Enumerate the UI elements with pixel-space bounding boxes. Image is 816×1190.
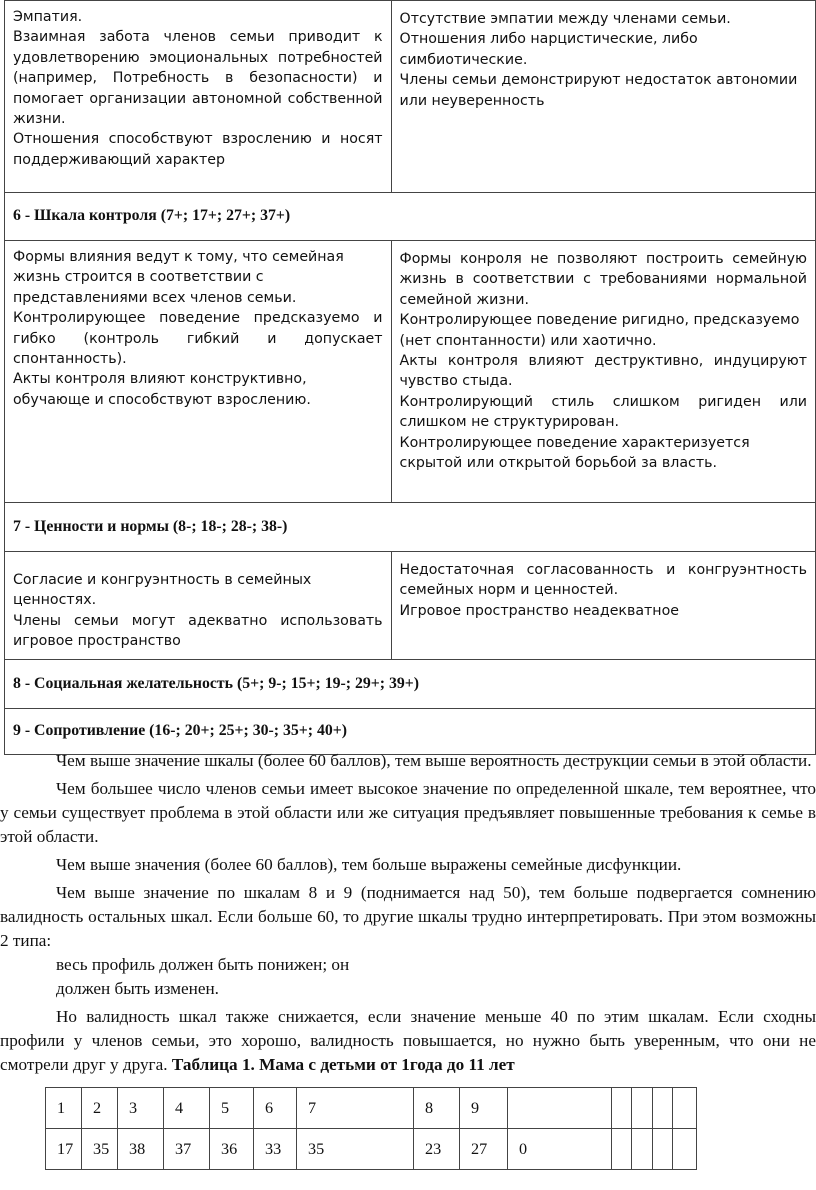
cell-line: Отношения либо нарцистические, либо симбиотические.: [399, 31, 698, 68]
table-cell: 8: [414, 1088, 460, 1129]
table-cell: 7: [297, 1088, 414, 1129]
table-cell: 23: [414, 1129, 460, 1170]
table-cell: 5: [210, 1088, 254, 1129]
scale-heading: 7 - Ценности и нормы (8-; 18-; 28-; 38-): [5, 503, 816, 552]
table-cell: [508, 1088, 612, 1129]
table-cell: 17: [46, 1129, 82, 1170]
scale-heading: 6 - Шкала контроля (7+; 17+; 27+; 37+): [5, 193, 816, 241]
table-cell: 3: [118, 1088, 164, 1129]
table-row: [5, 709, 816, 755]
list-item: должен быть изменен.: [56, 979, 219, 998]
results-table: [45, 1087, 697, 1170]
table-cell: 4: [164, 1088, 210, 1129]
cell-line: Члены семьи демонстрируют недостаток автономии или неуверенность: [399, 72, 798, 109]
cell-line: Отсутствие эмпатии между членами семьи.: [399, 11, 731, 27]
paragraph-text: Но валидность шкал также снижается, если значение меньше 40 по этим шкалам. Если сходны профили у членов семьи, это хорошо, валидность повышается, но нужно быть уверенным, что они не смотрели друг у друга.: [0, 1007, 816, 1074]
table-cell: [653, 1129, 673, 1170]
cell-line: Члены семьи могут адекватно использовать игровое пространство: [13, 612, 383, 650]
cell-line: Игровое пространство неадекватное: [399, 602, 679, 619]
cell-line: Контролирующий стиль слишком ригиден или слишком не структурирован.: [399, 393, 807, 431]
paragraph: Чем большее число членов семьи имеет высокое значение по определенной шкале, тем вероятнее, что у семьи существует проблема в этой области или же ситуация предъявляет повышенные требования к семье в этой области.: [0, 779, 816, 846]
table-cell: [632, 1088, 653, 1129]
scale-heading: 9 - Сопротивление (16-; 20+; 25+; 30-; 35+; 40+): [5, 709, 816, 755]
cell-line: Контролирующее поведение предсказуемо и гибко (контроль гибкий и допускает спонтанность).: [13, 310, 383, 368]
table-cell: 35: [82, 1129, 118, 1170]
table-row: [5, 241, 816, 503]
table-cell: [673, 1088, 697, 1129]
cell-line: Отношения способствуют взрослению и носят поддерживающий характер: [13, 131, 383, 168]
paragraph: Чем выше значения (более 60 баллов), тем больше выражены семейные дисфункции.: [56, 855, 682, 874]
table-cell: [612, 1129, 632, 1170]
table-cell: 0: [508, 1129, 612, 1170]
cell-line: Эмпатия.: [13, 9, 83, 25]
cell-line: Формы влияния ведут к тому, что семейная жизнь строится в соответствии с представлениями всех членов семьи.: [13, 249, 344, 306]
cell-line: Недостаточная согласованность и конгруэнтность семейных норм и ценностей.: [399, 562, 807, 599]
table-cell: 6: [254, 1088, 297, 1129]
table-cell: 35: [297, 1129, 414, 1170]
table-row: [5, 1, 816, 193]
norm-cell-values: [5, 552, 392, 660]
table-cell: 1: [46, 1088, 82, 1129]
paragraph: Чем выше значение шкалы (более 60 баллов), тем выше вероятность деструкции семьи в этой области.: [56, 751, 812, 770]
table-cell: [632, 1129, 653, 1170]
table-cell: 38: [118, 1129, 164, 1170]
table-cell: 37: [164, 1129, 210, 1170]
scale-heading: 8 - Социальная желательность (5+; 9-; 15+; 19-; 29+; 39+): [5, 660, 816, 709]
table-cell: 9: [460, 1088, 508, 1129]
table-cell: 2: [82, 1088, 118, 1129]
scales-table: [4, 0, 816, 755]
list-item: весь профиль должен быть понижен; он: [56, 955, 350, 974]
table-row: [5, 552, 816, 660]
table-cell: 36: [210, 1129, 254, 1170]
table-cell: 27: [460, 1129, 508, 1170]
table-cell: 33: [254, 1129, 297, 1170]
cell-line: Контролирующее поведение ригидно, предсказуемо (нет спонтанности) или хаотично.: [399, 312, 800, 349]
table-cell: [612, 1088, 632, 1129]
norm-cell-empathy: [5, 1, 392, 193]
table-row: [5, 660, 816, 709]
table-cell: [673, 1129, 697, 1170]
cell-line: Контролирующее поведение характеризуется скрытой или открытой борьбой за власть.: [399, 434, 750, 472]
table-row: [46, 1088, 697, 1129]
cell-line: Формы конроля не позволяют построить семейную жизнь в соответствии с требованиями нормальной семейной жизни.: [399, 251, 807, 308]
cell-line: Согласие и конгруэнтность в семейных ценностях.: [13, 572, 312, 609]
norm-cell-control: [5, 241, 392, 503]
cell-line: Взаимная забота членов семьи приводит к удовлетворению эмоциональных потребностей (например, Потребность в безопасности) и помогает организации автономной собственной жизни.: [13, 29, 383, 128]
table-caption: Таблица 1. Мама с детьми от 1года до 11 лет: [171, 1055, 515, 1074]
problem-cell-values: [391, 552, 815, 660]
paragraph: [0, 1005, 816, 1077]
problem-cell-control: [391, 241, 815, 503]
body-text: [0, 749, 816, 1077]
problem-cell-empathy: [391, 1, 815, 193]
table-cell: [653, 1088, 673, 1129]
cell-line: Акты контроля влияют деструктивно, индуцируют чувство стыда.: [399, 353, 807, 390]
paragraph: Чем выше значение по шкалам 8 и 9 (поднимается над 50), тем больше подвергается сомнению валидность остальных шкал. Если больше 60, то другие шкалы трудно интерпретировать. При этом возможны 2 типа:: [0, 883, 816, 950]
cell-line: Акты контроля влияют конструктивно, обучающе и способствуют взрослению.: [13, 371, 311, 408]
table-row: [5, 503, 816, 552]
table-row: [5, 193, 816, 241]
table-row: [46, 1129, 697, 1170]
